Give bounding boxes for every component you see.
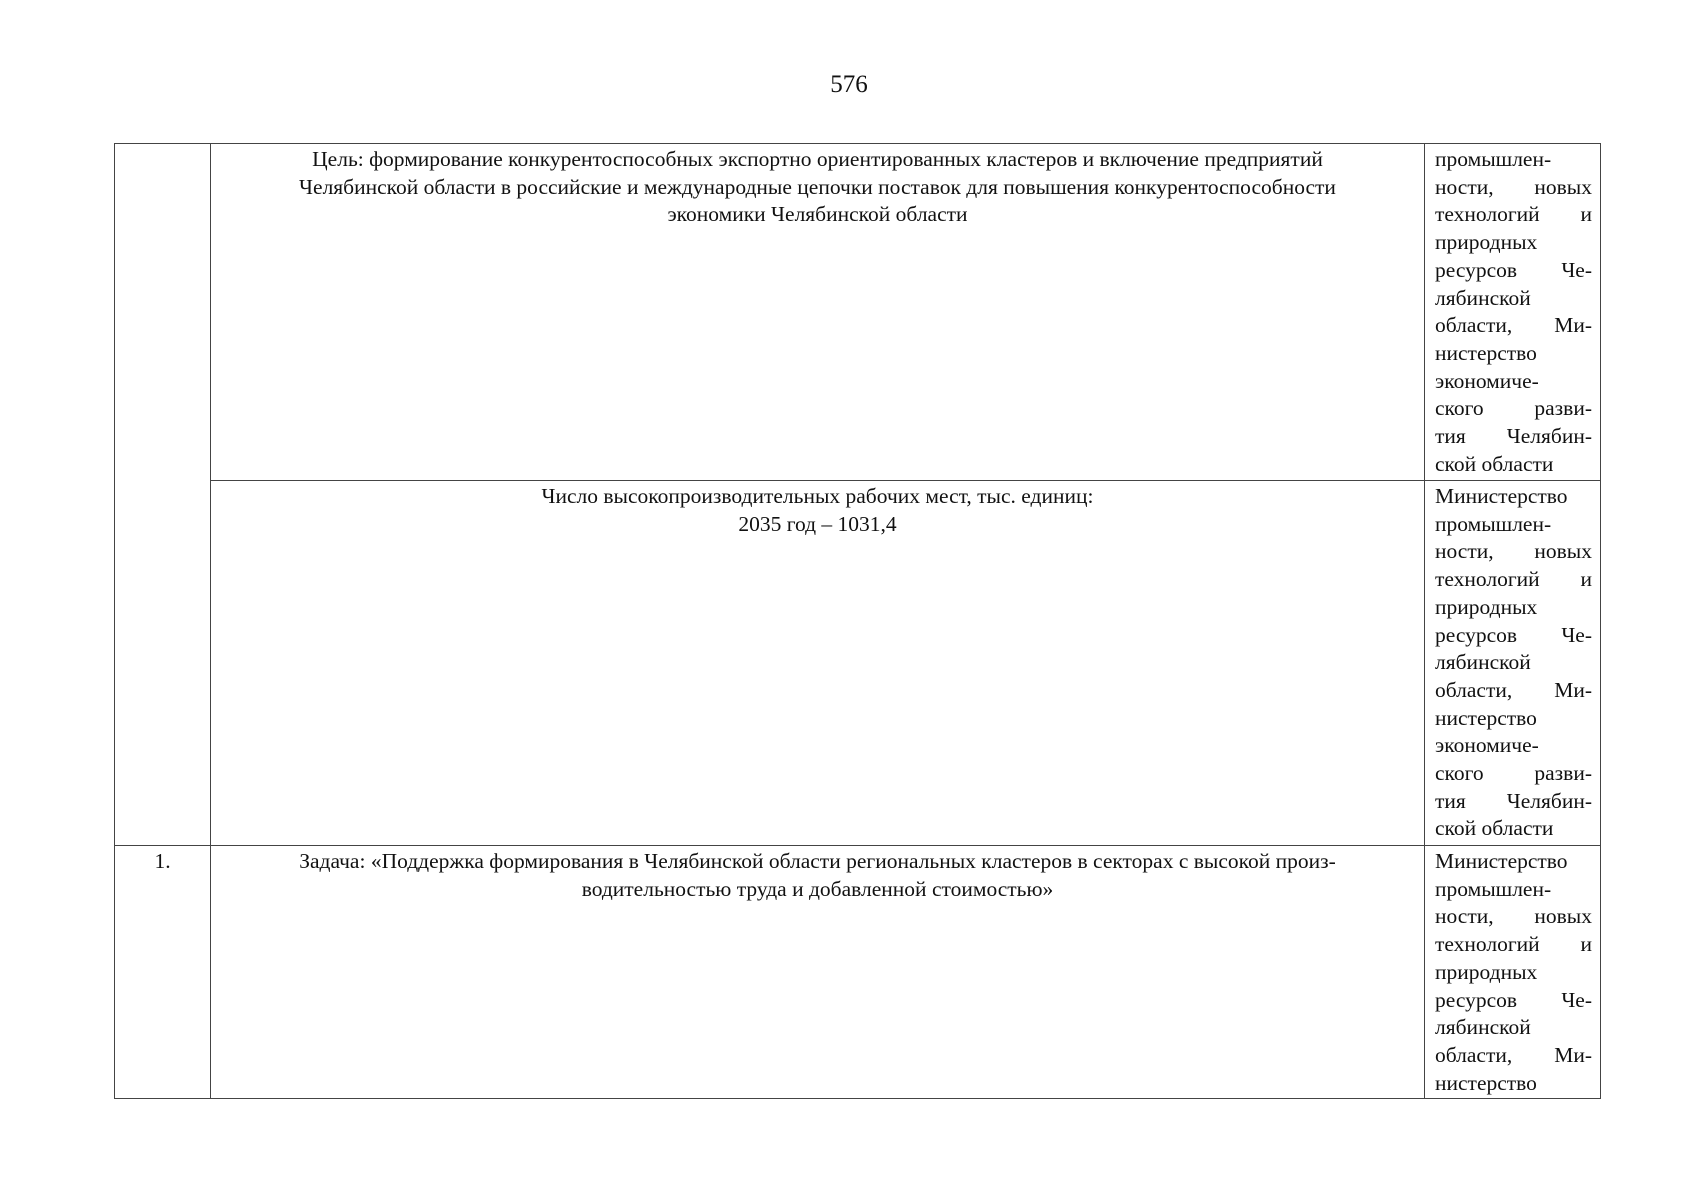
indicator-cell [211,481,1425,846]
responsible-line: технологий и [1435,567,1592,592]
responsible-line: природных [1435,594,1538,619]
responsible-line: технологий и [1435,932,1592,957]
goal-cell [211,144,1425,481]
responsible-line: нистерство [1435,340,1537,365]
page-number: 576 [830,71,868,98]
responsible-line: ского разви- [1435,761,1592,786]
responsible-line: природных [1435,230,1538,255]
responsible-line: Министерство [1435,849,1568,873]
responsible-line: природных [1435,959,1538,984]
task-cell [211,846,1425,1099]
responsible-line: лябинской [1435,285,1531,310]
responsible-line: ресурсов Че- [1435,257,1592,282]
responsible-line: ского разви- [1435,396,1592,421]
responsible-line: тия Челябин- [1435,788,1592,813]
row-number: 1. [154,849,171,873]
goal-text-line: экономики Челябинской области [667,202,968,227]
responsible-line: тия Челябин- [1435,424,1592,449]
responsible-line: ности, новых [1435,904,1592,929]
responsible-line: лябинской [1435,1015,1531,1040]
responsible-line: области, Ми- [1435,677,1592,702]
row-number-cell [115,144,211,846]
responsible-line: ности, новых [1435,174,1592,199]
responsible-line: нистерство [1435,705,1537,730]
indicator-text-line: Число высокопроизводительных рабочих мест, тыс. единиц: [541,484,1094,508]
responsible-line: ности, новых [1435,539,1592,564]
responsible-line: промышлен- [1435,147,1552,171]
row-number-cell [115,846,211,1099]
table-row-goal [115,144,1601,481]
responsible-line: экономиче- [1435,368,1539,393]
responsible-line: промышлен- [1435,511,1552,536]
goal-text-line: Цель: формирование конкурентоспособных экспортно ориентированных кластеров и включение предприятий [312,147,1323,171]
table-row-indicator [115,481,1601,846]
indicator-text-line: 2035 год – 1031,4 [738,511,897,536]
goal-text-line: Челябинской области в российские и международные цепочки поставок для повышения конкурентоспособности [299,174,1336,199]
task-text-line: водительностью труда и добавленной стоимостью» [581,876,1054,901]
responsible-line: ресурсов Че- [1435,987,1592,1012]
responsible-line: экономиче- [1435,733,1539,758]
responsible-line: ресурсов Че- [1435,622,1592,647]
responsible-line: промышлен- [1435,876,1552,901]
table-row-task [115,846,1601,1099]
responsible-cell [1425,144,1601,481]
responsible-cell [1425,846,1601,1099]
responsible-line: нистерство [1435,1070,1537,1095]
responsible-line: ской области [1435,816,1554,841]
responsible-cell [1425,481,1601,846]
responsible-line: ской области [1435,451,1554,476]
responsible-line: лябинской [1435,650,1531,675]
task-text-line: Задача: «Поддержка формирования в Челябинской области региональных кластеров в секторах с высокой произ- [299,849,1336,873]
program-table [114,143,1601,1099]
responsible-line: области, Ми- [1435,313,1592,338]
responsible-line: Министерство [1435,484,1568,508]
responsible-line: области, Ми- [1435,1042,1592,1067]
responsible-line: технологий и [1435,202,1592,227]
